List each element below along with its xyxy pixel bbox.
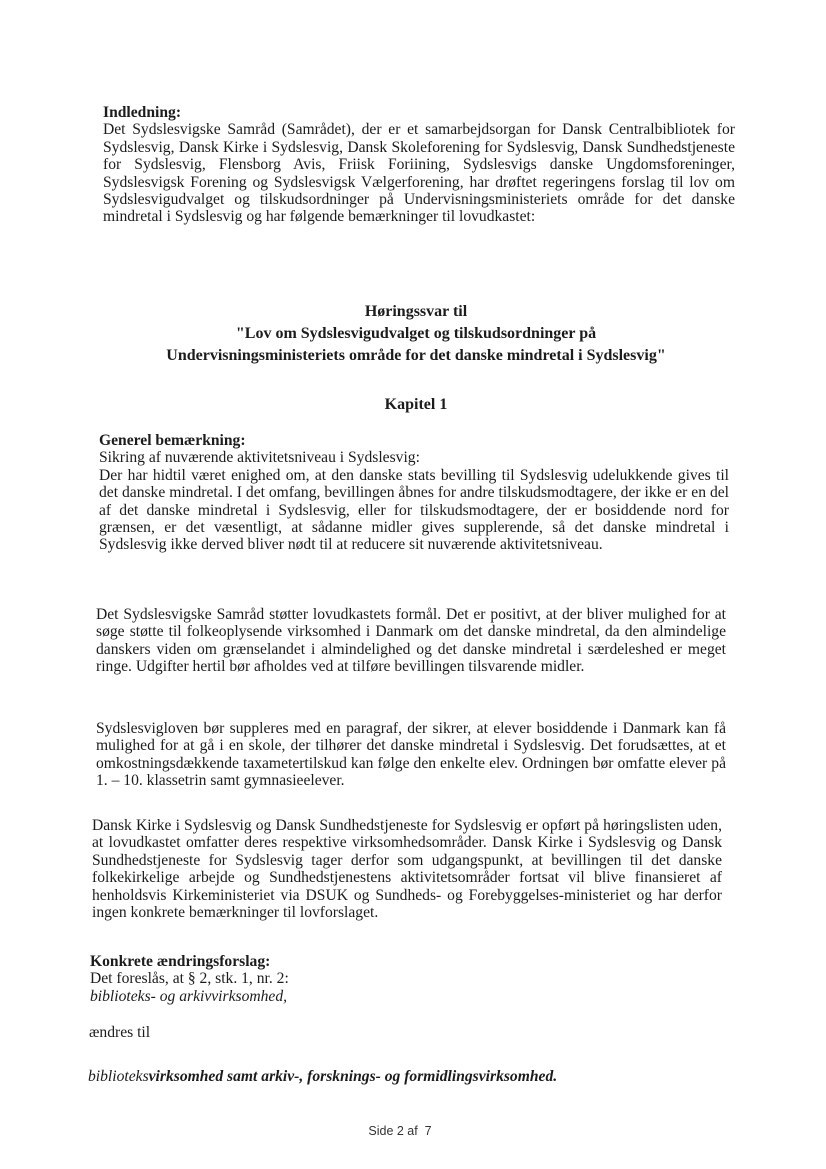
intro-heading: Indledning: bbox=[103, 104, 182, 121]
title-line-2: "Lov om Sydslesvigudvalget og tilskudsordninger på bbox=[235, 325, 597, 342]
intro-section bbox=[103, 104, 735, 226]
general-heading: Generel bemærkning: bbox=[99, 432, 246, 449]
concrete-new-prefix: biblioteks bbox=[88, 1068, 149, 1085]
page-number: Side 2 af 7 bbox=[368, 1124, 432, 1138]
general-paragraph-3: Sydslesvigloven bør suppleres med en paragraf, der sikrer, at elever bosiddende i Danmark kan få mulighed for at gå i en skole, der tilhører det danske mindretal i Sydslesvig. Det forudsættes, at et omkostningsdækkende taxametertilskud kan følge den enkelte elev. Ordningen bør omfatte elever på 1. – 10. klassetrin samt gymnasieelever. bbox=[96, 720, 726, 790]
concrete-old-text: biblioteks- og arkivvirksomhed, bbox=[90, 987, 288, 1005]
document-title bbox=[100, 301, 732, 367]
chapter-heading: Kapitel 1 bbox=[384, 396, 448, 413]
intro-paragraph: Det Sydslesvigske Samråd (Samrådet), der er et samarbejdsorgan for Dansk Centralbibliotek for Sydslesvig, Dansk Kirke i Sydslesvig, Dansk Skoleforening for Sydslesvig, Dansk Sundhedstjeneste for Sydslesvig, Flensborg Avis, Friisk Foriining, Sydslesvigs danske Ungdomsforeninger, Sydslesvigsk Forening og Sydslesvigsk Vælgerforening, har drøftet regeringens forslag til lov om Sydslesvigudvalget og tilskudsordninger på Undervisningsministeriets område for det danske mindretal i Sydslesvig og har følgende bemærkninger til lovudkastet: bbox=[103, 121, 735, 226]
title-line-1: Høringssvar til bbox=[364, 303, 468, 320]
title-line-3: Undervisningsministeriets område for det danske mindretal i Sydslesvig" bbox=[166, 347, 666, 364]
concrete-new-text-line bbox=[88, 1068, 728, 1085]
concrete-new-text: virksomhed samt arkiv-, forsknings- og formidlingsvirksomhed. bbox=[148, 1068, 558, 1085]
general-paragraph-2: Det Sydslesvigske Samråd støtter lovudkastets formål. Det er positivt, at der bliver mulighed for at søge støtte til folkeoplysende virksomhed i Danmark om det danske mindretal, da den almindelige danskers viden om grænselandet i almindelighed og det danske mindretal i særdeleshed er meget ringe. Udgifter hertil bør afholdes ved at tilføre bevillingen tilsvarende midler. bbox=[96, 606, 726, 676]
concrete-changes-to: ændres til bbox=[89, 1024, 151, 1041]
general-paragraph-1: Der har hidtil været enighed om, at den danske stats bevilling til Sydslesvig udelukkende gives til det danske mindretal. I det omfang, bevillingen åbnes for andre tilskudsmodtagere, der ikke er en del af det danske mindretal i Sydslesvig, eller for tilskudsmodtagere, der er bosiddende nord for grænsen, er det væsentligt, at sådanne midler gives supplerende, så det danske mindretal i Sydslesvig ikke derved bliver nødt til at reducere sit nuværende aktivitetsniveau. bbox=[99, 466, 729, 554]
concrete-heading: Konkrete ændringsforslag: bbox=[90, 953, 271, 970]
concrete-section bbox=[90, 953, 720, 1005]
general-section bbox=[99, 432, 729, 554]
concrete-line-1: Det foreslås, at § 2, stk. 1, nr. 2: bbox=[90, 970, 289, 988]
general-paragraph-4: Dansk Kirke i Sydslesvig og Dansk Sundhedstjeneste for Sydslesvig er opført på høringslisten uden, at lovudkastet omfatter deres respektive virksomhedsområder. Dansk Kirke i Sydslesvig og Dansk Sundhedstjeneste for Sydslesvig tager derfor som udgangspunkt, at bevillingen til det danske folkekirkelige arbejde og Sundhedstjenestens aktivitetsområder fortsat vil blive finansieret af henholdsvis Kirkeministeriet via DSUK og Sundheds- og Forebyggelses-ministeriet og har derfor ingen konkrete bemærkninger til lovforslaget. bbox=[92, 817, 722, 922]
general-subheading: Sikring af nuværende aktivitetsniveau i Sydslesvig: bbox=[99, 449, 420, 467]
